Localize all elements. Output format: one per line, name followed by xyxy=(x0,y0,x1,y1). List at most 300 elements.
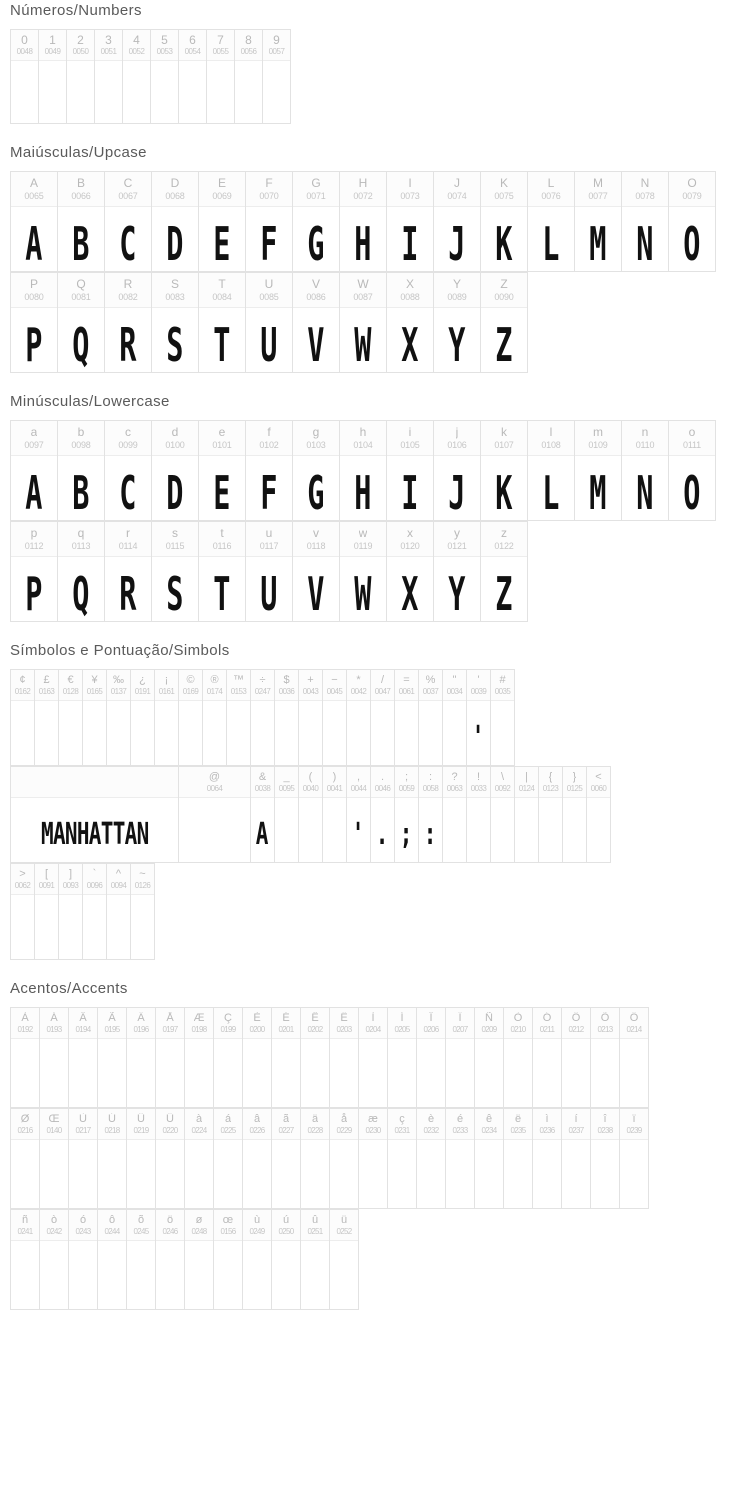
glyph-preview-text: H xyxy=(354,217,372,271)
glyph-preview xyxy=(83,895,106,959)
glyph-cell[interactable] xyxy=(340,522,387,621)
glyph-code-label: 0216 xyxy=(17,1125,33,1135)
glyph-cell[interactable] xyxy=(443,767,467,862)
glyph-preview-text: B xyxy=(72,466,90,520)
glyph-code-label: 0103 xyxy=(306,440,326,450)
glyph-char-label: A xyxy=(29,176,38,190)
glyph-cell[interactable] xyxy=(185,1008,214,1107)
glyph-cell[interactable] xyxy=(434,273,481,372)
glyph-cell[interactable] xyxy=(275,670,299,765)
glyph-header xyxy=(301,1109,329,1140)
glyph-cell[interactable] xyxy=(434,172,481,271)
glyph-preview xyxy=(475,1140,503,1208)
glyph-preview-text: P xyxy=(25,567,43,621)
glyph-cell[interactable] xyxy=(528,421,575,520)
glyph-char-label: T xyxy=(218,277,226,291)
glyph-code-label: 0232 xyxy=(423,1125,439,1135)
glyph-preview xyxy=(388,1140,416,1208)
glyph-cell[interactable] xyxy=(83,670,107,765)
glyph-cell[interactable] xyxy=(359,1109,388,1208)
glyph-cell[interactable] xyxy=(131,670,155,765)
glyph-header xyxy=(35,670,58,701)
glyph-cell[interactable] xyxy=(105,273,152,372)
glyph-cell[interactable] xyxy=(528,172,575,271)
glyph-preview xyxy=(417,1140,445,1208)
glyph-cell[interactable] xyxy=(562,1008,591,1107)
glyph-cell[interactable] xyxy=(11,1008,40,1107)
glyph-preview-text: L xyxy=(542,466,560,520)
glyph-cell[interactable] xyxy=(587,767,611,862)
glyph-header xyxy=(11,30,38,61)
glyph-cell[interactable] xyxy=(388,1109,417,1208)
glyph-char-label: ç xyxy=(399,1112,405,1125)
glyph-preview-text: G xyxy=(307,466,325,520)
glyph-char-label: } xyxy=(572,770,577,783)
glyph-code-label: 0082 xyxy=(118,292,138,302)
glyph-cell[interactable] xyxy=(156,1109,185,1208)
glyph-cell[interactable] xyxy=(330,1008,359,1107)
glyph-cell[interactable] xyxy=(272,1109,301,1208)
glyph-cell[interactable] xyxy=(533,1008,562,1107)
glyph-char-label: ï xyxy=(632,1112,636,1125)
glyph-cell[interactable] xyxy=(347,767,371,862)
glyph-cell[interactable] xyxy=(251,670,275,765)
glyph-char-label: Å xyxy=(166,1011,174,1024)
glyph-cell[interactable] xyxy=(467,670,491,765)
glyph-cell[interactable] xyxy=(203,670,227,765)
glyph-code-label: 0048 xyxy=(16,47,33,56)
glyph-code-label: 0111 xyxy=(683,440,701,450)
glyph-cell[interactable] xyxy=(371,670,395,765)
glyph-cell[interactable] xyxy=(275,767,299,862)
glyph-cell[interactable] xyxy=(156,1210,185,1309)
glyph-char-label: ^ xyxy=(115,867,122,880)
glyph-row xyxy=(10,521,528,622)
glyph-cell[interactable] xyxy=(323,767,347,862)
glyph-cell[interactable] xyxy=(591,1109,620,1208)
glyph-cell[interactable] xyxy=(491,670,515,765)
glyph-header xyxy=(587,767,610,798)
glyph-code-label: 0219 xyxy=(133,1125,149,1135)
glyph-char-label: 2 xyxy=(77,33,84,47)
glyph-code-label: 0106 xyxy=(447,440,467,450)
glyph-cell[interactable] xyxy=(446,1109,475,1208)
glyph-cell[interactable] xyxy=(199,421,246,520)
glyph-preview xyxy=(340,557,386,621)
glyph-char-label: m xyxy=(593,425,603,439)
glyph-cell[interactable] xyxy=(251,767,275,862)
glyph-char-label: e xyxy=(218,425,226,439)
glyph-cell[interactable] xyxy=(481,273,528,372)
glyph-cell[interactable] xyxy=(69,1210,98,1309)
glyph-header xyxy=(251,767,274,798)
glyph-cell[interactable] xyxy=(387,273,434,372)
glyph-preview-text: O xyxy=(683,217,701,271)
glyph-cell[interactable] xyxy=(11,172,58,271)
glyph-code-label: 0043 xyxy=(302,686,319,696)
glyph-cell[interactable] xyxy=(323,670,347,765)
glyph-cell[interactable] xyxy=(243,1008,272,1107)
glyph-cell[interactable] xyxy=(669,421,716,520)
glyph-cell[interactable] xyxy=(591,1008,620,1107)
glyph-cell[interactable] xyxy=(395,670,419,765)
glyph-cell[interactable] xyxy=(11,273,58,372)
glyph-cell[interactable] xyxy=(40,1008,69,1107)
glyph-preview xyxy=(620,1140,648,1208)
glyph-cell[interactable] xyxy=(299,670,323,765)
glyph-cell[interactable] xyxy=(185,1109,214,1208)
glyph-cell[interactable] xyxy=(246,421,293,520)
glyph-preview xyxy=(185,1241,213,1309)
glyph-cell[interactable] xyxy=(446,1008,475,1107)
glyph-code-label: 0126 xyxy=(134,880,151,890)
glyph-cell[interactable] xyxy=(58,273,105,372)
glyph-cell[interactable] xyxy=(340,172,387,271)
glyph-cell[interactable] xyxy=(127,1210,156,1309)
glyph-code-label: 0100 xyxy=(165,440,185,450)
glyph-cell[interactable] xyxy=(395,767,419,862)
glyph-cell[interactable] xyxy=(293,421,340,520)
glyph-cell[interactable] xyxy=(199,273,246,372)
glyph-cell[interactable] xyxy=(39,30,67,123)
glyph-cell[interactable] xyxy=(347,670,371,765)
glyph-char-label: ® xyxy=(210,673,219,686)
glyph-preview xyxy=(467,701,490,765)
glyph-cell[interactable] xyxy=(387,172,434,271)
glyph-cell[interactable] xyxy=(272,1210,301,1309)
glyph-cell[interactable] xyxy=(199,522,246,621)
glyph-header xyxy=(475,1008,503,1039)
glyph-header xyxy=(11,1210,39,1241)
glyph-preview xyxy=(562,1140,590,1208)
glyph-cell[interactable] xyxy=(179,30,207,123)
glyph-cell[interactable] xyxy=(11,864,35,959)
glyph-cell[interactable] xyxy=(58,421,105,520)
glyph-preview xyxy=(107,895,130,959)
glyph-code-label: 0119 xyxy=(353,541,373,551)
glyph-preview xyxy=(359,1140,387,1208)
glyph-header xyxy=(475,1109,503,1140)
glyph-header xyxy=(563,767,586,798)
glyph-cell[interactable] xyxy=(330,1109,359,1208)
glyph-header xyxy=(272,1109,300,1140)
glyph-cell[interactable] xyxy=(123,30,151,123)
glyph-code-label: 0199 xyxy=(220,1024,236,1034)
glyph-cell[interactable] xyxy=(152,421,199,520)
glyph-cell[interactable] xyxy=(235,30,263,123)
glyph-preview-text: H xyxy=(354,466,372,520)
glyph-header xyxy=(214,1210,242,1241)
glyph-cell[interactable] xyxy=(293,273,340,372)
glyph-code-label: 0107 xyxy=(494,440,514,450)
glyph-header xyxy=(275,670,298,701)
glyph-cell[interactable] xyxy=(387,421,434,520)
glyph-cell[interactable] xyxy=(11,767,179,862)
glyph-cell[interactable] xyxy=(207,30,235,123)
glyph-cell[interactable] xyxy=(11,1109,40,1208)
glyph-header xyxy=(58,522,104,557)
glyph-cell[interactable] xyxy=(388,1008,417,1107)
glyph-preview xyxy=(622,456,668,520)
glyph-preview-text: I xyxy=(401,466,419,520)
glyph-preview xyxy=(533,1039,561,1107)
glyph-preview xyxy=(179,61,206,123)
glyph-cell[interactable] xyxy=(562,1109,591,1208)
glyph-header xyxy=(203,670,226,701)
glyph-cell[interactable] xyxy=(443,670,467,765)
glyph-header xyxy=(575,421,621,456)
glyph-cell[interactable] xyxy=(246,172,293,271)
glyph-cell[interactable] xyxy=(59,670,83,765)
glyph-header xyxy=(347,767,370,798)
glyph-cell[interactable] xyxy=(417,1008,446,1107)
glyph-header xyxy=(235,30,262,61)
glyph-cell[interactable] xyxy=(475,1109,504,1208)
glyph-cell[interactable] xyxy=(227,670,251,765)
glyph-cell[interactable] xyxy=(59,864,83,959)
glyph-char-label: K xyxy=(499,176,508,190)
glyph-cell[interactable] xyxy=(243,1210,272,1309)
glyph-char-label: , xyxy=(356,770,361,783)
glyph-cell[interactable] xyxy=(359,1008,388,1107)
glyph-header xyxy=(330,1210,358,1241)
glyph-code-label: 0241 xyxy=(17,1226,33,1236)
glyph-cell[interactable] xyxy=(98,1109,127,1208)
glyph-header xyxy=(446,1109,474,1140)
glyph-cell[interactable] xyxy=(199,172,246,271)
glyph-header xyxy=(11,767,178,798)
glyph-cell[interactable] xyxy=(11,522,58,621)
glyph-cell[interactable] xyxy=(539,767,563,862)
glyph-cell[interactable] xyxy=(246,522,293,621)
glyph-cell[interactable] xyxy=(155,670,179,765)
glyph-header xyxy=(98,1109,126,1140)
glyph-cell[interactable] xyxy=(475,1008,504,1107)
glyph-cell[interactable] xyxy=(214,1109,243,1208)
glyph-cell[interactable] xyxy=(301,1210,330,1309)
glyph-char-label: 6 xyxy=(189,33,196,47)
glyph-cell[interactable] xyxy=(417,1109,446,1208)
glyph-cell[interactable] xyxy=(301,1109,330,1208)
glyph-cell[interactable] xyxy=(387,522,434,621)
glyph-char-label: î xyxy=(603,1112,607,1125)
glyph-char-label: Æ xyxy=(193,1011,205,1024)
glyph-char-label: æ xyxy=(368,1112,378,1125)
glyph-code-label: 0036 xyxy=(278,686,295,696)
glyph-cell[interactable] xyxy=(434,421,481,520)
glyph-char-label: v xyxy=(313,526,319,540)
glyph-cell[interactable] xyxy=(98,1210,127,1309)
glyph-char-label: ë xyxy=(514,1112,522,1125)
glyph-cell[interactable] xyxy=(152,273,199,372)
glyph-header xyxy=(301,1008,329,1039)
glyph-header xyxy=(434,273,480,308)
glyph-char-label: ú xyxy=(282,1213,290,1226)
glyph-cell[interactable] xyxy=(419,767,443,862)
glyph-preview-text: T xyxy=(213,567,231,621)
glyph-header xyxy=(299,767,322,798)
glyph-cell[interactable] xyxy=(35,670,59,765)
glyph-cell[interactable] xyxy=(620,1008,649,1107)
glyph-cell[interactable] xyxy=(58,522,105,621)
glyph-cell[interactable] xyxy=(95,30,123,123)
glyph-cell[interactable] xyxy=(58,172,105,271)
glyph-header xyxy=(11,421,57,456)
glyph-header xyxy=(591,1109,619,1140)
glyph-header xyxy=(107,670,130,701)
glyph-char-label: L xyxy=(547,176,555,190)
glyph-header xyxy=(293,522,339,557)
glyph-header xyxy=(622,421,668,456)
glyph-code-label: 0192 xyxy=(17,1024,33,1034)
glyph-code-label: 0211 xyxy=(539,1024,555,1034)
glyph-code-label: 0099 xyxy=(118,440,138,450)
glyph-preview-text: B xyxy=(72,217,90,271)
glyph-cell[interactable] xyxy=(246,273,293,372)
glyph-cell[interactable] xyxy=(434,522,481,621)
glyph-cell[interactable] xyxy=(152,172,199,271)
glyph-cell[interactable] xyxy=(11,1210,40,1309)
glyph-cell[interactable] xyxy=(622,172,669,271)
glyph-cell[interactable] xyxy=(263,30,291,123)
glyph-code-label: 0230 xyxy=(365,1125,381,1135)
glyph-header xyxy=(243,1109,271,1140)
glyph-preview xyxy=(293,456,339,520)
glyph-char-label: l xyxy=(549,425,553,439)
glyph-char-label: Â xyxy=(79,1011,87,1024)
glyph-cell[interactable] xyxy=(179,670,203,765)
glyph-preview xyxy=(39,61,66,123)
glyph-cell[interactable] xyxy=(301,1008,330,1107)
glyph-cell[interactable] xyxy=(330,1210,359,1309)
glyph-cell[interactable] xyxy=(243,1109,272,1208)
glyph-cell[interactable] xyxy=(504,1109,533,1208)
glyph-rows xyxy=(10,29,730,124)
glyph-cell[interactable] xyxy=(467,767,491,862)
glyph-cell[interactable] xyxy=(622,421,669,520)
glyph-cell[interactable] xyxy=(293,172,340,271)
glyph-preview xyxy=(539,798,562,862)
glyph-char-label: É xyxy=(282,1011,290,1024)
glyph-cell[interactable] xyxy=(98,1008,127,1107)
glyph-cell[interactable] xyxy=(40,1109,69,1208)
glyph-header xyxy=(156,1109,184,1140)
glyph-code-label: 0038 xyxy=(254,783,271,793)
glyph-cell[interactable] xyxy=(272,1008,301,1107)
glyph-cell[interactable] xyxy=(131,864,155,959)
glyph-char-label: Ü xyxy=(166,1112,174,1125)
section-title: Números/Numbers xyxy=(10,2,142,19)
glyph-code-label: 0234 xyxy=(481,1125,497,1135)
glyph-header xyxy=(131,670,154,701)
glyph-header xyxy=(330,1008,358,1039)
glyph-cell[interactable] xyxy=(179,767,251,862)
glyph-header xyxy=(39,30,66,61)
glyph-cell[interactable] xyxy=(105,172,152,271)
glyph-preview xyxy=(434,308,480,372)
glyph-char-label: 9 xyxy=(273,33,280,47)
glyph-cell[interactable] xyxy=(481,421,528,520)
glyph-code-label: 0161 xyxy=(158,686,175,696)
glyph-cell[interactable] xyxy=(371,767,395,862)
glyph-cell[interactable] xyxy=(504,1008,533,1107)
glyph-cell[interactable] xyxy=(35,864,59,959)
glyph-code-label: 0201 xyxy=(278,1024,294,1034)
glyph-cell[interactable] xyxy=(293,522,340,621)
glyph-preview xyxy=(443,798,466,862)
glyph-code-label: 0072 xyxy=(353,191,373,201)
glyph-code-label: 0115 xyxy=(165,541,185,551)
glyph-cell[interactable] xyxy=(214,1008,243,1107)
glyph-cell[interactable] xyxy=(515,767,539,862)
glyph-cell[interactable] xyxy=(40,1210,69,1309)
glyph-preview xyxy=(179,701,202,765)
glyph-header xyxy=(443,767,466,798)
glyph-cell[interactable] xyxy=(107,670,131,765)
glyph-cell[interactable] xyxy=(214,1210,243,1309)
glyph-cell[interactable] xyxy=(575,172,622,271)
glyph-cell[interactable] xyxy=(481,172,528,271)
glyph-code-label: 0228 xyxy=(307,1125,323,1135)
glyph-cell[interactable] xyxy=(299,767,323,862)
glyph-cell[interactable] xyxy=(69,1008,98,1107)
glyph-preview xyxy=(152,456,198,520)
glyph-cell[interactable] xyxy=(127,1008,156,1107)
glyph-preview xyxy=(11,61,38,123)
glyph-cell[interactable] xyxy=(533,1109,562,1208)
glyph-cell[interactable] xyxy=(105,522,152,621)
glyph-cell[interactable] xyxy=(127,1109,156,1208)
glyph-cell[interactable] xyxy=(156,1008,185,1107)
glyph-cell[interactable] xyxy=(67,30,95,123)
glyph-char-label: E xyxy=(217,176,226,190)
glyph-preview xyxy=(330,1241,358,1309)
glyph-cell[interactable] xyxy=(11,421,58,520)
glyph-cell[interactable] xyxy=(481,522,528,621)
glyph-preview xyxy=(95,61,122,123)
glyph-char-label: c xyxy=(125,425,131,439)
glyph-char-label: y xyxy=(454,526,460,540)
glyph-header xyxy=(467,670,490,701)
glyph-cell[interactable] xyxy=(69,1109,98,1208)
glyph-code-label: 0096 xyxy=(86,880,103,890)
glyph-cell[interactable] xyxy=(107,864,131,959)
glyph-cell[interactable] xyxy=(105,421,152,520)
glyph-cell[interactable] xyxy=(563,767,587,862)
glyph-cell[interactable] xyxy=(669,172,716,271)
glyph-header xyxy=(152,522,198,557)
glyph-cell[interactable] xyxy=(11,670,35,765)
glyph-cell[interactable] xyxy=(491,767,515,862)
glyph-preview xyxy=(59,895,82,959)
glyph-header xyxy=(105,421,151,456)
glyph-cell[interactable] xyxy=(11,30,39,123)
glyph-cell[interactable] xyxy=(340,273,387,372)
glyph-cell[interactable] xyxy=(151,30,179,123)
glyph-cell[interactable] xyxy=(152,522,199,621)
glyph-char-label: P xyxy=(29,277,38,291)
glyph-cell[interactable] xyxy=(419,670,443,765)
glyph-code-label: 0117 xyxy=(259,541,279,551)
glyph-header xyxy=(227,670,250,701)
glyph-header xyxy=(123,30,150,61)
glyph-char-label: ø xyxy=(195,1213,203,1226)
glyph-cell[interactable] xyxy=(575,421,622,520)
glyph-cell[interactable] xyxy=(340,421,387,520)
glyph-cell[interactable] xyxy=(83,864,107,959)
glyph-cell[interactable] xyxy=(620,1109,649,1208)
glyph-cell[interactable] xyxy=(185,1210,214,1309)
